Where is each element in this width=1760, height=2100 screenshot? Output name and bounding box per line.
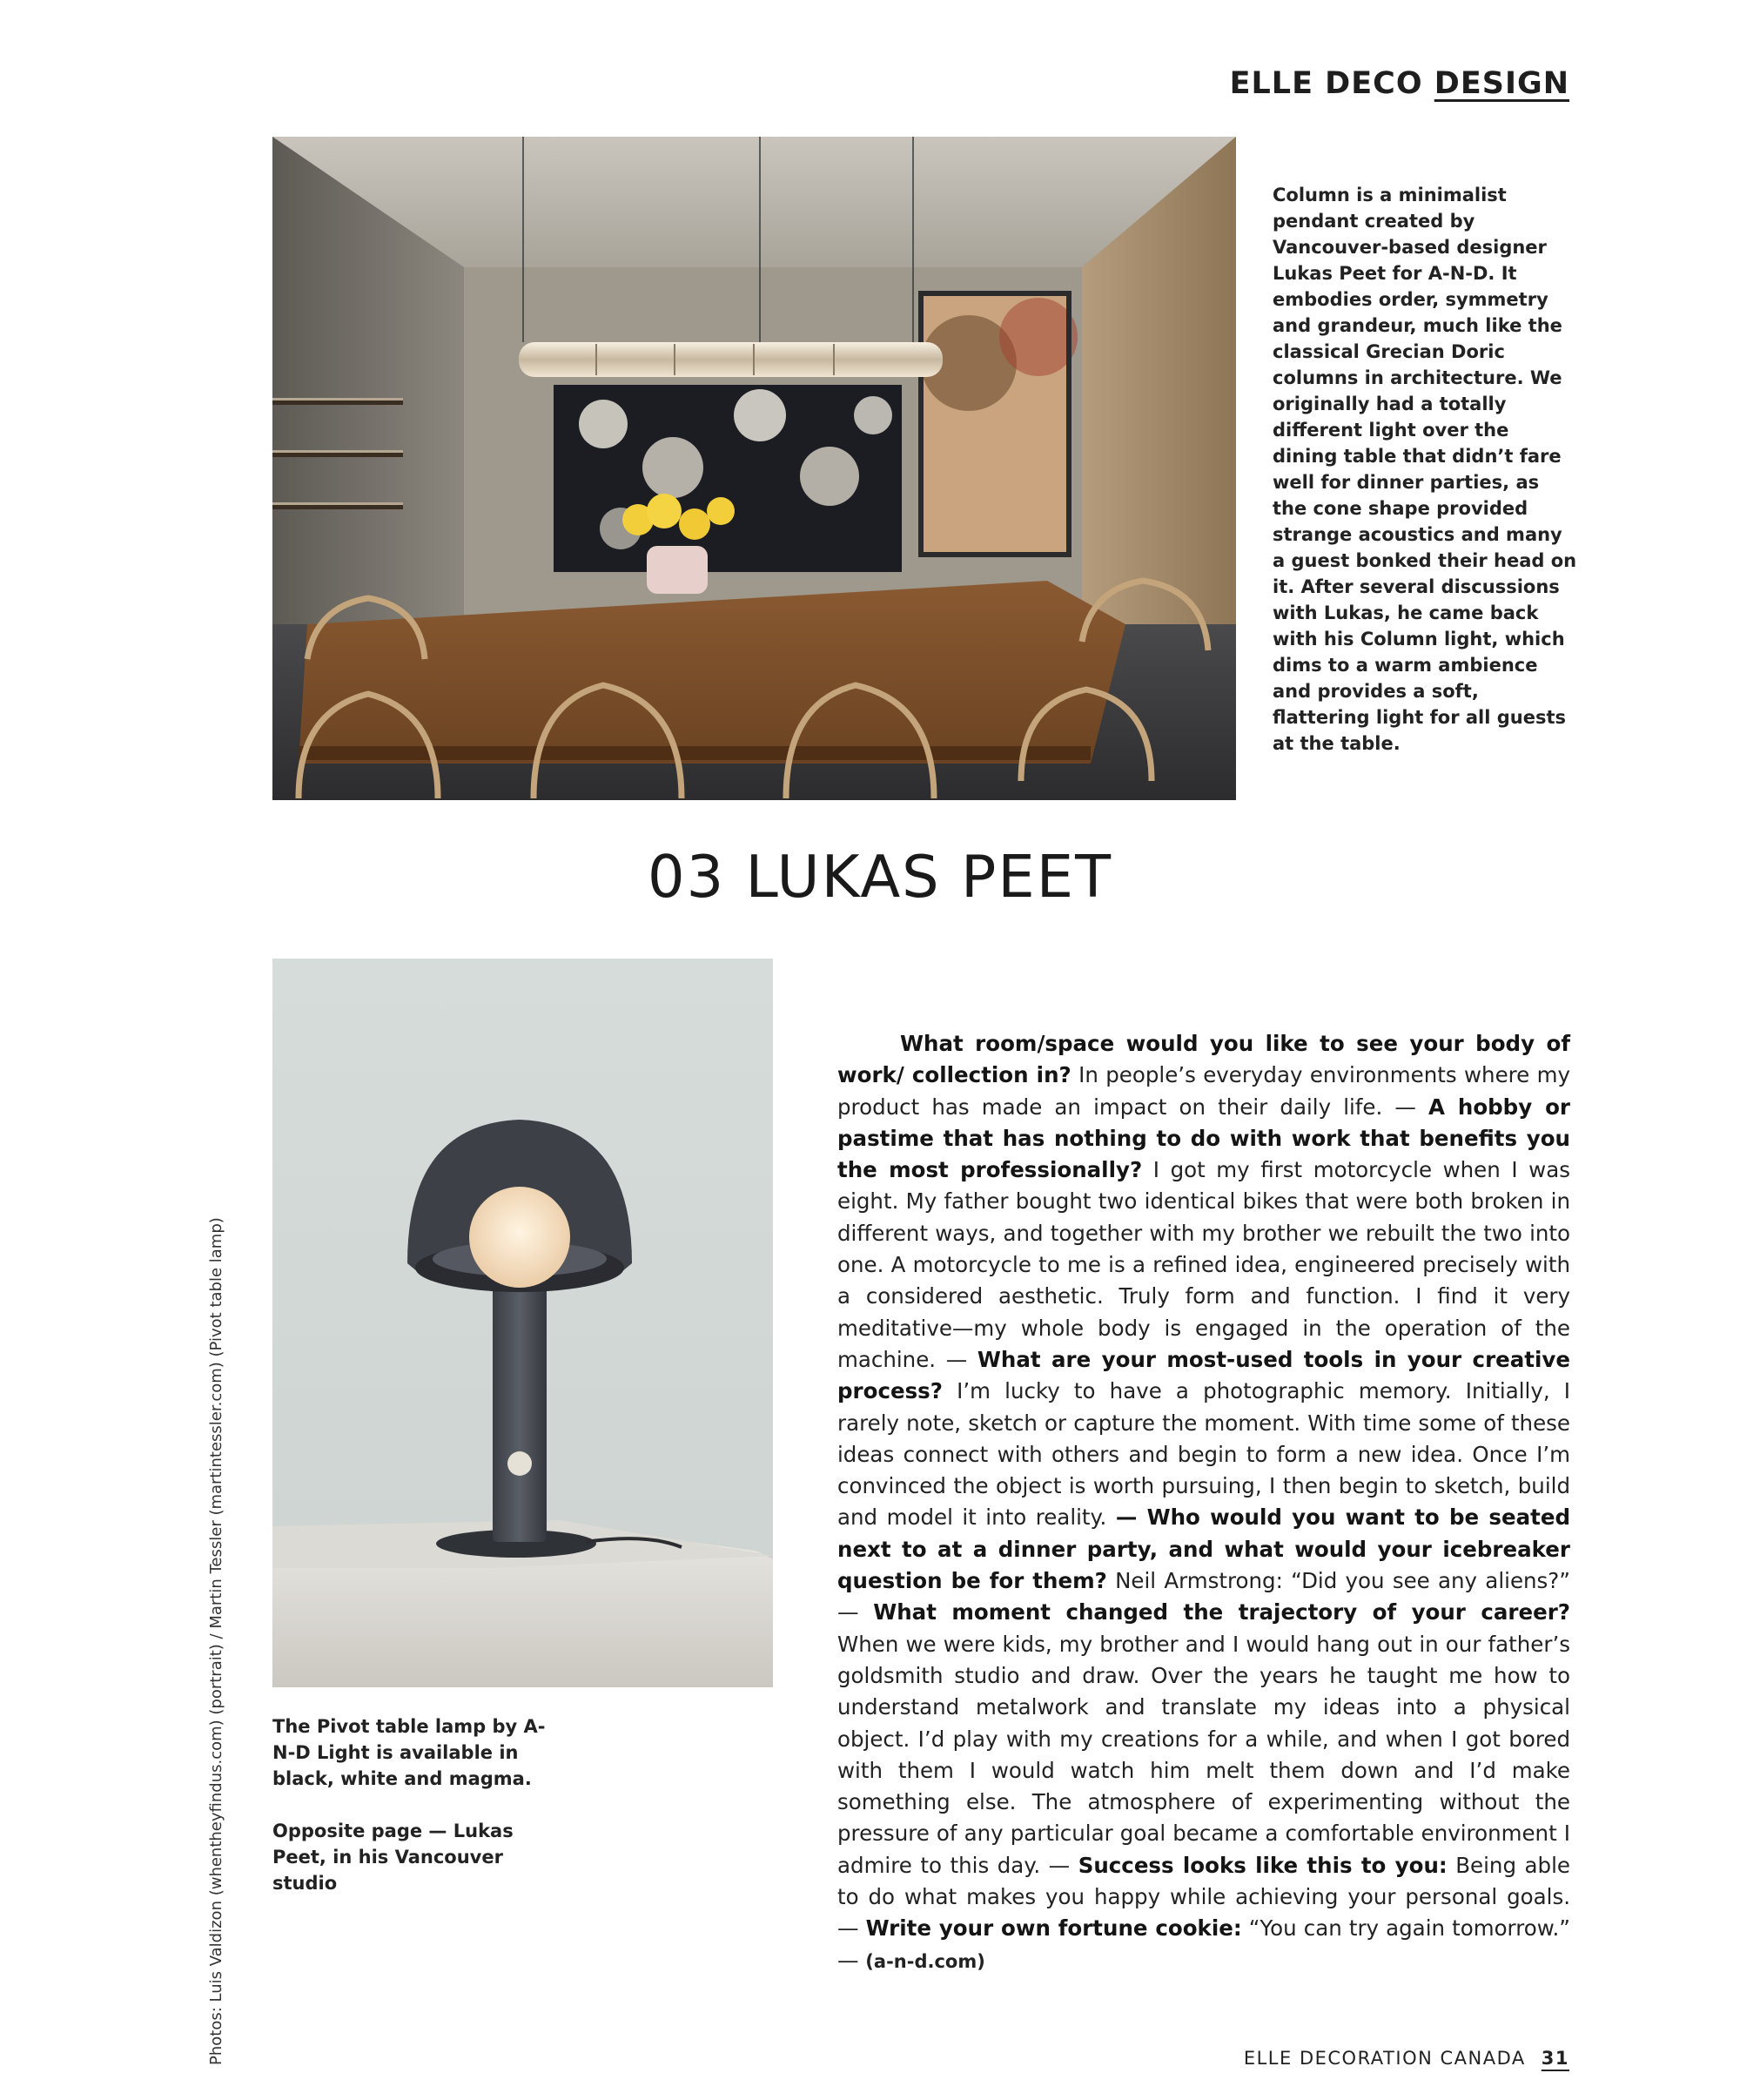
- page-footer: [1244, 2048, 1569, 2069]
- lamp-caption-text: The Pivot table lamp by A-N-D Light is available in black, white and magma.: [272, 1716, 546, 1789]
- header-brand: ELLE DECO: [1229, 66, 1423, 101]
- pivot-lamp-photo: [272, 959, 773, 1687]
- section-header: [1230, 66, 1569, 101]
- answer-1: In people’s everyday environments where my product has made an impact on their daily life. —: [837, 1062, 1570, 1120]
- lamp-caption: [272, 1713, 560, 1896]
- question-3: What are your most-used tools in your creative process?: [837, 1346, 1570, 1404]
- answer-3: I’m lucky to have a photographic memory. Initially, I rarely note, sketch or capture the moment. With time some of these ideas connect with others and begin to form a new idea. Once I’m convinced the object is worth pursuing, I then begin to sketch, build and model it into reality.: [837, 1378, 1570, 1531]
- page-title: 03 LUKAS PEET: [648, 843, 1112, 911]
- question-2: A hobby or pastime that has nothing to do with work that benefits you the most professionally?: [837, 1094, 1570, 1183]
- header-section: DESIGN: [1434, 66, 1569, 101]
- question-1: What room/space would you like to see your body of work/ collection in?: [837, 1031, 1570, 1088]
- answer-5: When we were kids, my brother and I would hang out in our father’s goldsmith studio and draw. Over the years he taught me how to understand metalwork and translate my ideas into a physical object. I’d play with my creations for a while, and when I got bored with them I would watch him melt them down and I’d make something else. The atmosphere of experimenting without the pressure of any particular goal became a comfortable environment I admire to this day. —: [837, 1631, 1570, 1878]
- interview-text: [837, 1028, 1570, 1977]
- photo-credit: Photos: Luis Valdizon (whentheyfindus.com) (portrait) / Martin Tessler (martintessler.com) (Pivot table lamp): [207, 1217, 225, 2065]
- pendant-caption: Column is a minimalist pendant created by Vancouver-based designer Lukas Peet for A-N-D. It embodies order, symmetry and grandeur, much like the classical Grecian Doric columns in architecture. We originally had a totally different light over the dining table that didn’t fare well for dinner parties, as the cone shape provided strange acoustics and many a guest bonked their head on it. After several discussions with Lukas, he came back with his Column light, which dims to a warm ambience and provides a soft, flattering light for all guests at the table.: [1273, 185, 1577, 754]
- question-7: Write your own fortune cookie:: [865, 1915, 1242, 1942]
- answer-6: Being able to do what makes you happy while achieving your personal goals. —: [837, 1852, 1570, 1942]
- answer-2: I got my first motorcycle when I was eight. My father bought two identical bikes that were both broken in different ways, and together with my brother we rebuilt the two into one. A motorcycle to me is a refined idea, engineered precisely with a considered aesthetic. Truly form and function. I find it very meditative—my whole body is engaged in the operation of the machine. —: [837, 1157, 1570, 1372]
- question-5: What moment changed the trajectory of your career?: [873, 1599, 1570, 1625]
- website-link[interactable]: (a-n-d.com): [865, 1950, 985, 1972]
- answer-7: “You can try again tomorrow.” —: [837, 1915, 1570, 1973]
- dining-room-photo: [272, 137, 1236, 800]
- opposite-page-caption: Opposite page — Lukas Peet, in his Vancouver studio: [272, 1821, 514, 1894]
- answer-4: Neil Armstrong: “Did you see any aliens?” —: [837, 1568, 1571, 1625]
- question-4: — Who would you want to be seated next to at a dinner party, and what would your icebreaker question be for them?: [837, 1504, 1570, 1594]
- question-6: Success looks like this to you:: [1078, 1852, 1448, 1878]
- page-number: 31: [1541, 2048, 1569, 2069]
- interview-paragraph: [837, 1028, 1570, 1977]
- magazine-name: ELLE DECORATION CANADA: [1243, 2048, 1526, 2069]
